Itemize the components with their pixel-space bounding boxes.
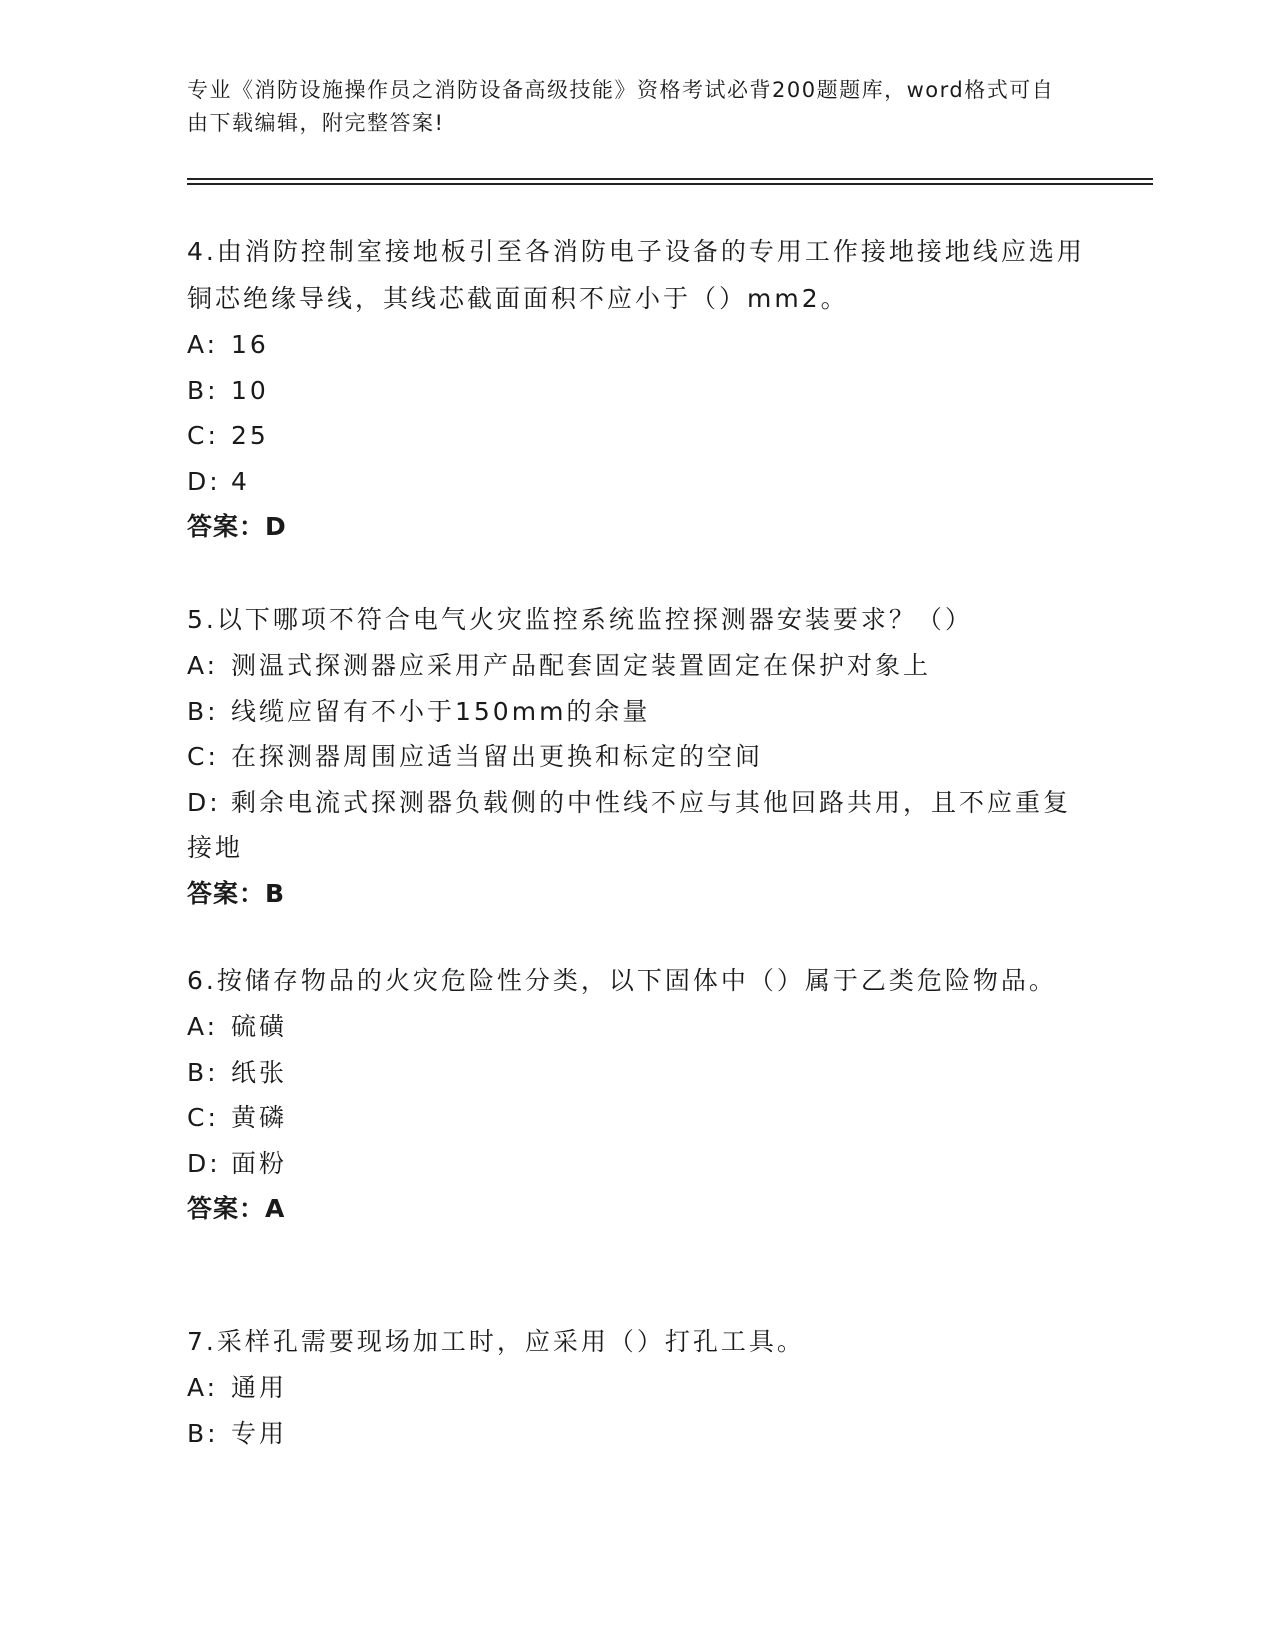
option-letter: C:: [187, 1103, 219, 1132]
option-letter: A:: [187, 330, 219, 359]
header-rule-bottom: [187, 183, 1153, 185]
option-text: 16: [231, 330, 269, 359]
answer-label: 答案：D: [187, 512, 287, 541]
option-text: 在探测器周围应适当留出更换和标定的空间: [231, 742, 764, 771]
option-b: [187, 689, 1087, 735]
question-stem: 6.按储存物品的火灾危险性分类，以下固体中（）属于乙类危险物品。: [187, 966, 1057, 995]
option-letter: C:: [187, 421, 219, 450]
question-stem: 7.采样孔需要现场加工时，应采用（）打孔工具。: [187, 1327, 805, 1356]
question-stem: 5.以下哪项不符合电气火灾监控系统监控探测器安装要求？（）: [187, 605, 973, 634]
answer-label: 答案：B: [187, 878, 286, 908]
option-letter: A:: [187, 1373, 219, 1402]
option-d: [187, 459, 1087, 505]
option-a: [187, 322, 1087, 368]
option-a: [187, 1365, 1087, 1411]
question-7: [187, 1318, 1087, 1456]
option-text: 测温式探测器应采用产品配套固定装置固定在保护对象上: [231, 651, 932, 680]
option-b: [187, 1050, 1087, 1096]
header-rule-top: [187, 178, 1153, 180]
option-letter: A:: [187, 651, 219, 680]
option-text: 4: [231, 466, 250, 496]
option-text: 面粉: [231, 1148, 288, 1178]
answer-label: 答案：A: [187, 1194, 286, 1223]
document-header: 专业《消防设施操作员之消防设备高级技能》资格考试必背200题题库，word格式可自由下载编辑，附完整答案!: [187, 78, 1055, 135]
option-letter: C:: [187, 742, 219, 771]
option-text: 通用: [231, 1373, 288, 1402]
option-letter: D:: [187, 1148, 221, 1178]
question-6: [187, 957, 1087, 1231]
option-text: 黄磷: [231, 1103, 288, 1132]
question-stem: 4.由消防控制室接地板引至各消防电子设备的专用工作接地接地线应选用铜芯绝缘导线，其线芯截面面积不应小于（）mm2。: [187, 237, 1085, 313]
option-c: [187, 413, 1087, 459]
option-text: 硫磺: [231, 1012, 288, 1041]
option-a: [187, 1004, 1087, 1050]
option-b: [187, 368, 1087, 414]
question-5: [187, 596, 1087, 916]
option-letter: B:: [187, 1057, 219, 1087]
option-text: 剩余电流式探测器负载侧的中性线不应与其他回路共用，且不应重复接地: [187, 787, 1072, 862]
option-c: [187, 1095, 1087, 1141]
option-text: 10: [231, 375, 269, 405]
option-b: [187, 1411, 1087, 1457]
option-c: [187, 734, 1087, 780]
option-text: 25: [231, 421, 269, 450]
option-text: 线缆应留有不小于150mm的余量: [231, 696, 651, 726]
option-letter: B:: [187, 375, 219, 405]
option-d: [187, 1141, 1087, 1187]
question-4: [187, 228, 1087, 549]
option-a: [187, 643, 1087, 689]
option-text: 纸张: [231, 1057, 288, 1087]
option-text: 专用: [231, 1418, 288, 1448]
option-letter: D:: [187, 787, 221, 817]
option-d: [187, 780, 1087, 871]
option-letter: B:: [187, 696, 219, 726]
option-letter: A:: [187, 1012, 219, 1041]
option-letter: B:: [187, 1418, 219, 1448]
option-letter: D:: [187, 466, 221, 496]
